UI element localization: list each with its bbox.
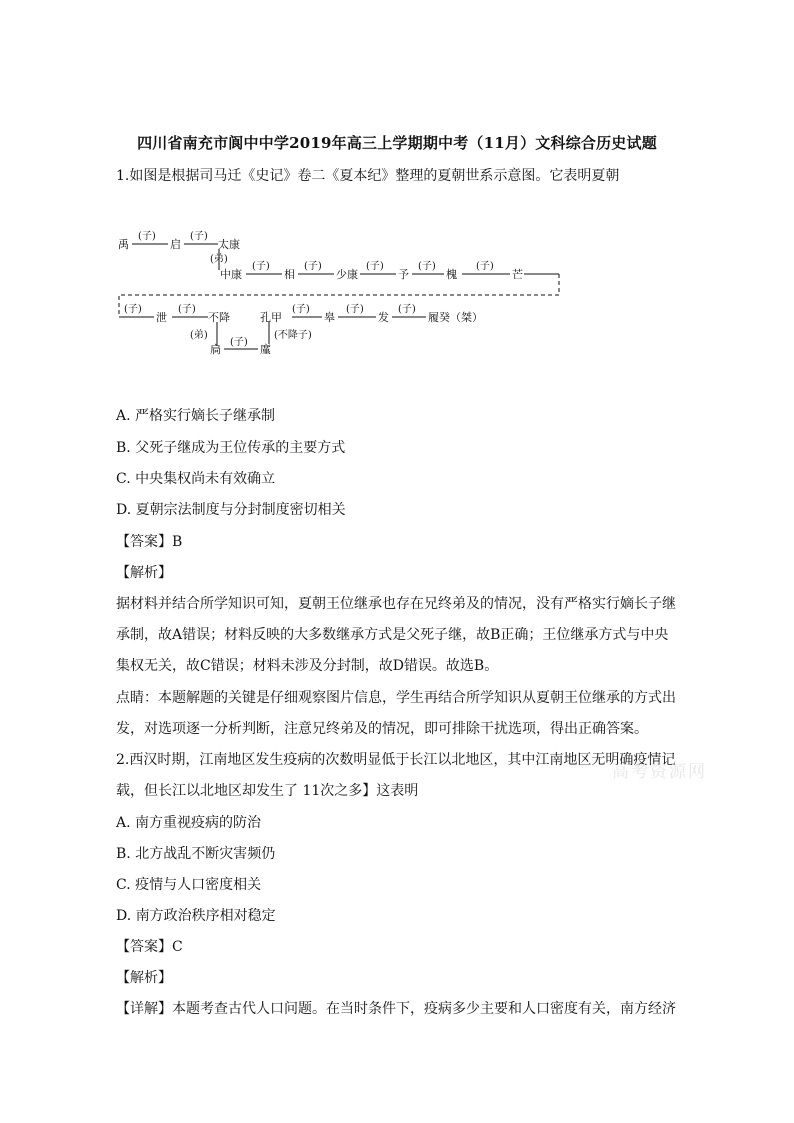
rel-label: (子) — [398, 304, 416, 315]
ruler-name: 相 — [284, 268, 295, 281]
q1-comment-line: 点睛：本题解题的关键是仔细观察图片信息，学生再结合所学知识从夏朝王位继承的方式出 — [116, 690, 676, 706]
q1-answer: 【答案】B — [116, 534, 183, 550]
ruler-name: 少康 — [336, 268, 358, 281]
ruler-name: 禹 — [118, 238, 129, 251]
rel-label: (子) — [292, 304, 310, 315]
rel-label: (弟) — [210, 254, 228, 265]
xia-dynasty-lineage-diagram — [114, 222, 574, 362]
rel-label: (子) — [304, 261, 322, 272]
ruler-name: 皋 — [324, 311, 335, 324]
watermark: 高考资源网 — [612, 762, 707, 782]
ruler-name: 泄 — [156, 311, 167, 324]
page-title: 四川省南充市阆中中学2019年高三上学期期中考（11月）文科综合历史试题 — [137, 134, 657, 152]
rel-label: (弟) — [190, 330, 208, 341]
ruler-name: 发 — [378, 311, 389, 324]
q1-analysis-label: 【解析】 — [116, 565, 172, 581]
q1-analysis-line: 承制，故A错误；材料反映的大多数继承方式是父死子继，故B正确；王位继承方式与中央 — [116, 627, 669, 643]
rel-label: (子) — [346, 304, 364, 315]
ruler-name: 予 — [398, 268, 409, 281]
ruler-name: 不降 — [208, 311, 230, 324]
rel-label: (子) — [124, 304, 142, 315]
q2-option-b: B. 北方战乱不断灾害频仍 — [116, 846, 276, 862]
q2-stem-line: 2.西汉时期，江南地区发生疫病的次数明显低于长江以北地区，其中江南地区无明确疫情记 — [116, 752, 676, 768]
rel-label: (子) — [230, 337, 248, 348]
q1-option-a: A. 严格实行嫡长子继承制 — [116, 408, 276, 424]
q1-option-d: D. 夏朝宗法制度与分封制度密切相关 — [116, 502, 346, 518]
ruler-name: 廑 — [260, 343, 271, 356]
q1-option-b: B. 父死子继成为王位传承的主要方式 — [116, 440, 346, 456]
rel-label: (子) — [138, 231, 156, 242]
q1-comment-line: 发，对选项逐一分析判断，注意兄终弟及的情况，即可排除干扰选项，得出正确答案。 — [116, 721, 648, 737]
q2-detail-line: 【详解】本题考查古代人口问题。在当时条件下，疫病多少主要和人口密度有关，南方经济 — [116, 1001, 676, 1017]
q2-analysis-label: 【解析】 — [116, 970, 172, 986]
ruler-name: 芒 — [512, 268, 523, 281]
q1-stem: 1.如图是根据司马迁《史记》卷二《夏本纪》整理的夏朝世系示意图。它表明夏朝 — [116, 168, 620, 184]
ruler-name: 中康 — [220, 268, 242, 281]
ruler-name: 启 — [170, 238, 181, 251]
rel-label: (子) — [178, 304, 196, 315]
ruler-name: 履癸（桀） — [428, 311, 483, 324]
ruler-name: 孔甲 — [260, 311, 282, 324]
ruler-name: 太康 — [218, 238, 240, 251]
q1-analysis-line: 据材料并结合所学知识可知，夏朝王位继承也存在兄终弟及的情况，没有严格实行嫡长子继 — [116, 596, 676, 612]
q2-option-d: D. 南方政治秩序相对稳定 — [116, 908, 276, 924]
rel-label: (子) — [418, 261, 436, 272]
rel-label: (子) — [366, 261, 384, 272]
q2-option-c: C. 疫情与人口密度相关 — [116, 877, 262, 893]
ruler-name: 槐 — [446, 268, 457, 281]
q1-option-c: C. 中央集权尚未有效确立 — [116, 471, 276, 487]
rel-label: (子) — [476, 261, 494, 272]
q1-analysis-line: 集权无关，故C错误；材料未涉及分封制，故D错误。故选B。 — [116, 658, 499, 674]
rel-label: (不降子) — [274, 330, 312, 341]
ruler-name: 扃 — [210, 343, 221, 356]
q2-stem-line: 载，但长江以北地区却发生了 11次之多】这表明 — [116, 783, 419, 799]
rel-label: (子) — [190, 231, 208, 242]
q2-answer: 【答案】C — [116, 939, 183, 955]
q2-option-a: A. 南方重视疫病的防治 — [116, 815, 262, 831]
rel-label: (子) — [252, 261, 270, 272]
